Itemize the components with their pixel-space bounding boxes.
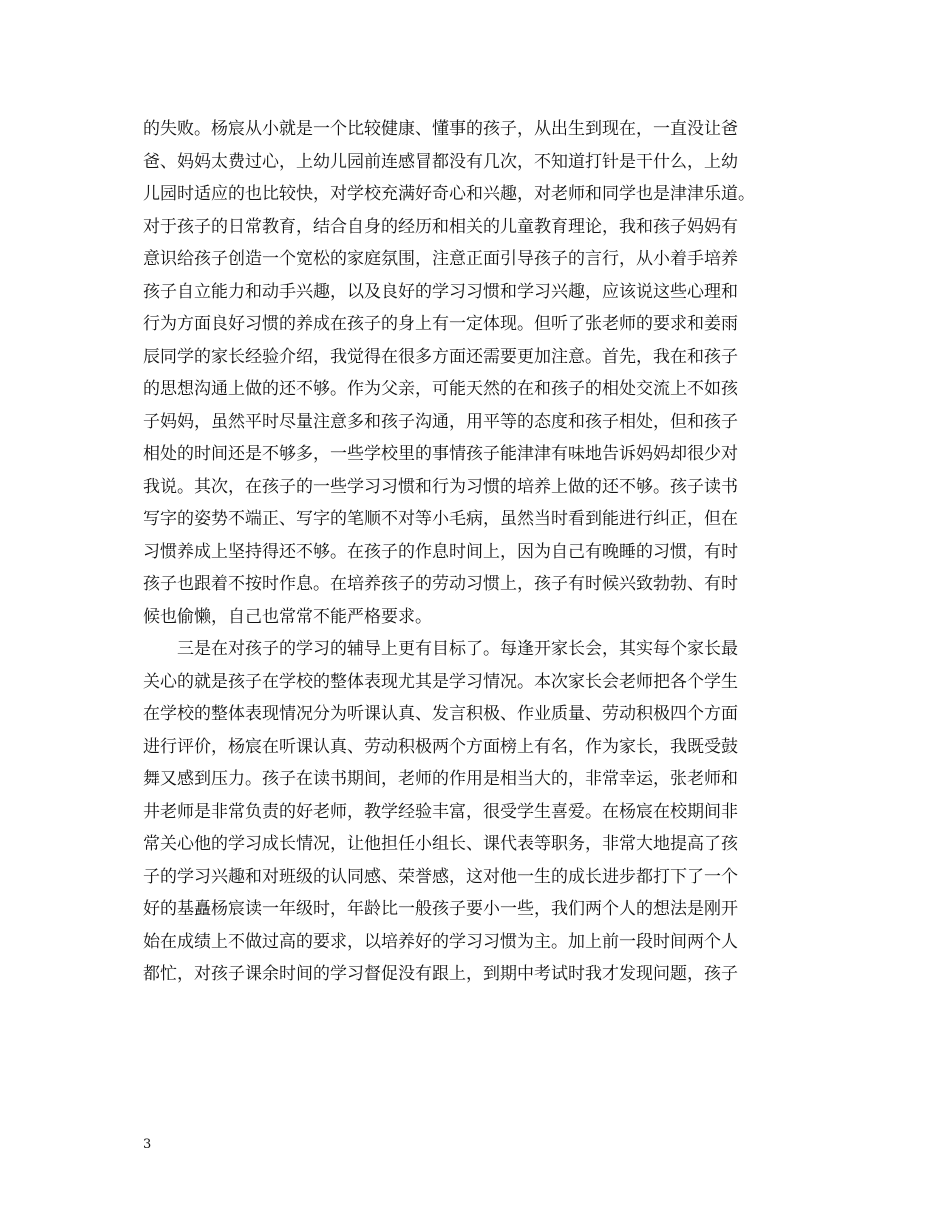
- text-line: 辰同学的家长经验介绍，我觉得在很多方面还需要更加注意。首先，我在和孩子: [143, 346, 738, 367]
- text-line: 井老师是非常负责的好老师，教学经验丰富，很受学生喜爱。在杨宸在校期间非: [143, 801, 738, 822]
- text-line: 相处的时间还是不够多，一些学校里的事情孩子能津津有味地告诉妈妈却很少对: [143, 444, 738, 464]
- text-line: 常关心他的学习成长情况，让他担任小组长、课代表等职务，非常大地提高了孩: [143, 834, 738, 854]
- text-line: 关心的就是孩子在学校的整体表现尤其是学习情况。本次家长会老师把各个学生: [143, 671, 738, 692]
- text-line: 三是在对孩子的学习的辅导上更有目标了。每逢开家长会，其实每个家长最: [143, 639, 738, 659]
- text-line: 始在成绩上不做过高的要求，以培养好的学习习惯为主。加上前一段时间两个人: [143, 931, 738, 952]
- text-line: 好的基矗杨宸读一年级时，年龄比一般孩子要小一些，我们两个人的想法是刚开: [143, 899, 738, 919]
- text-line: 进行评价，杨宸在听课认真、劳动积极两个方面榜上有名，作为家长，我既受鼓: [143, 736, 738, 757]
- text-line: 都忙，对孩子课余时间的学习督促没有跟上，到期中考试时我才发现问题，孩子: [143, 964, 738, 984]
- text-line: 意识给孩子创造一个宽松的家庭氛围，注意正面引导孩子的言行，从小着手培养: [143, 249, 738, 269]
- text-line: 孩子自立能力和动手兴趣，以及良好的学习习惯和学习兴趣，应该说这些心理和: [143, 281, 738, 302]
- text-line: 行为方面良好习惯的养成在孩子的身上有一定体现。但听了张老师的要求和姜雨: [143, 314, 738, 334]
- text-line: 子妈妈，虽然平时尽量注意多和孩子沟通，用平等的态度和孩子相处，但和孩子: [143, 411, 738, 432]
- page-number: 3: [143, 1137, 152, 1152]
- text-line: 写字的姿势不端正、写字的笔顺不对等小毛病，虽然当时看到能进行纠正，但在: [143, 509, 738, 529]
- text-line: 爸、妈妈太费过心，上幼儿园前连感冒都没有几次，不知道打针是干什么，上幼: [143, 151, 738, 172]
- text-line: 孩子也跟着不按时作息。在培养孩子的劳动习惯上，孩子有时候兴致勃勃、有时: [143, 574, 738, 594]
- text-line: 的失败。杨宸从小就是一个比较健康、懂事的孩子，从出生到现在，一直没让爸: [143, 119, 738, 139]
- text-line: 子的学习兴趣和对班级的认同感、荣誉感，这对他一生的成长进步都打下了一个: [143, 866, 738, 887]
- text-line: 舞又感到压力。孩子在读书期间，老师的作用是相当大的，非常幸运，张老师和: [143, 769, 738, 789]
- body-text: [143, 113, 823, 991]
- text-line: 我说。其次，在孩子的一些学习习惯和行为习惯的培养上做的还不够。孩子读书: [143, 476, 738, 497]
- text-line: 候也偷懒，自己也常常不能严格要求。: [143, 606, 432, 627]
- text-line: 的思想沟通上做的还不够。作为父亲，可能天然的在和孩子的相处交流上不如孩: [143, 379, 738, 399]
- text-line: 对于孩子的日常教育，结合自身的经历和相关的儿童教育理论，我和孩子妈妈有: [143, 216, 738, 237]
- text-line: 在学校的整体表现情况分为听课认真、发言积极、作业质量、劳动积极四个方面: [143, 704, 738, 724]
- text-line: 习惯养成上坚持得还不够。在孩子的作息时间上，因为自己有晚睡的习惯，有时: [143, 541, 738, 562]
- text-line: 儿园时适应的也比较快，对学校充满好奇心和兴趣，对老师和同学也是津津乐道。: [143, 184, 755, 204]
